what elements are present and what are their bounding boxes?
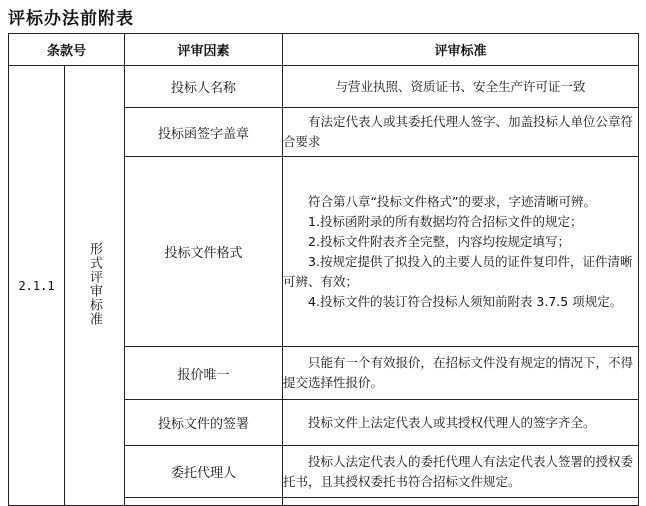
- standard-cell: [283, 108, 639, 157]
- table-row: [9, 66, 639, 108]
- standard-text: 投标文件上法定代表人或其授权代理人的签字齐全。: [308, 414, 596, 430]
- standard-cell-continued: [283, 498, 639, 506]
- factor-cell: 投标文件格式: [125, 157, 283, 347]
- factor-cell: 投标文件的签署: [125, 400, 283, 446]
- header-clause: 条款号: [9, 34, 125, 66]
- standard-text: 3.按规定提供了拟投入的主要人员的证件复印件，证件清晰可辨、有效；: [283, 253, 633, 289]
- factor-cell: 投标函签字盖章: [125, 108, 283, 157]
- standard-text: 有法定代表人或其委托代理人签字、加盖投标人单位公章符合要求: [283, 114, 634, 149]
- standard-text: 2.投标文件附表齐全完整，内容均按规定填写；: [308, 233, 570, 249]
- standard-text: 符合第八章“投标文件格式”的要求，字迹清晰可辨。: [308, 193, 596, 209]
- standard-cell: [283, 400, 639, 446]
- standard-text: 投标人法定代表人的委托代理人有法定代表人签署的授权委托书，且其授权委托书符合招标文件规定。: [283, 453, 634, 489]
- factor-cell-continued: [125, 498, 283, 506]
- standard-cell: [283, 66, 639, 108]
- header-standard: 评审标准: [283, 34, 639, 66]
- header-factor: 评审因素: [125, 34, 283, 66]
- category-label: 形式评审标准: [87, 242, 102, 326]
- standard-cell: [283, 347, 639, 400]
- standard-cell: [283, 157, 639, 347]
- standard-text: 1.投标函附录的所有数据均符合招标文件的规定；: [308, 213, 583, 229]
- factor-cell: 报价唯一: [125, 347, 283, 400]
- standard-cell: [283, 446, 639, 498]
- standard-text: 与营业执照、资质证书、安全生产许可证一致: [335, 78, 586, 94]
- factor-cell: 委托代理人: [125, 446, 283, 498]
- header-row: [9, 34, 639, 66]
- factor-cell: 投标人名称: [125, 66, 283, 108]
- standard-text: 4.投标文件的装订符合投标人须知前附表 3.7.5 项规定。: [308, 293, 623, 309]
- standard-text: 只能有一个有效报价，在招标文件没有规定的情况下，不得提交选择性报价。: [283, 355, 634, 390]
- category-cell: [65, 66, 125, 506]
- page-title: 评标办法前附表: [8, 9, 134, 29]
- clause-code: 2.1.1: [9, 66, 65, 506]
- criteria-table: [8, 33, 639, 506]
